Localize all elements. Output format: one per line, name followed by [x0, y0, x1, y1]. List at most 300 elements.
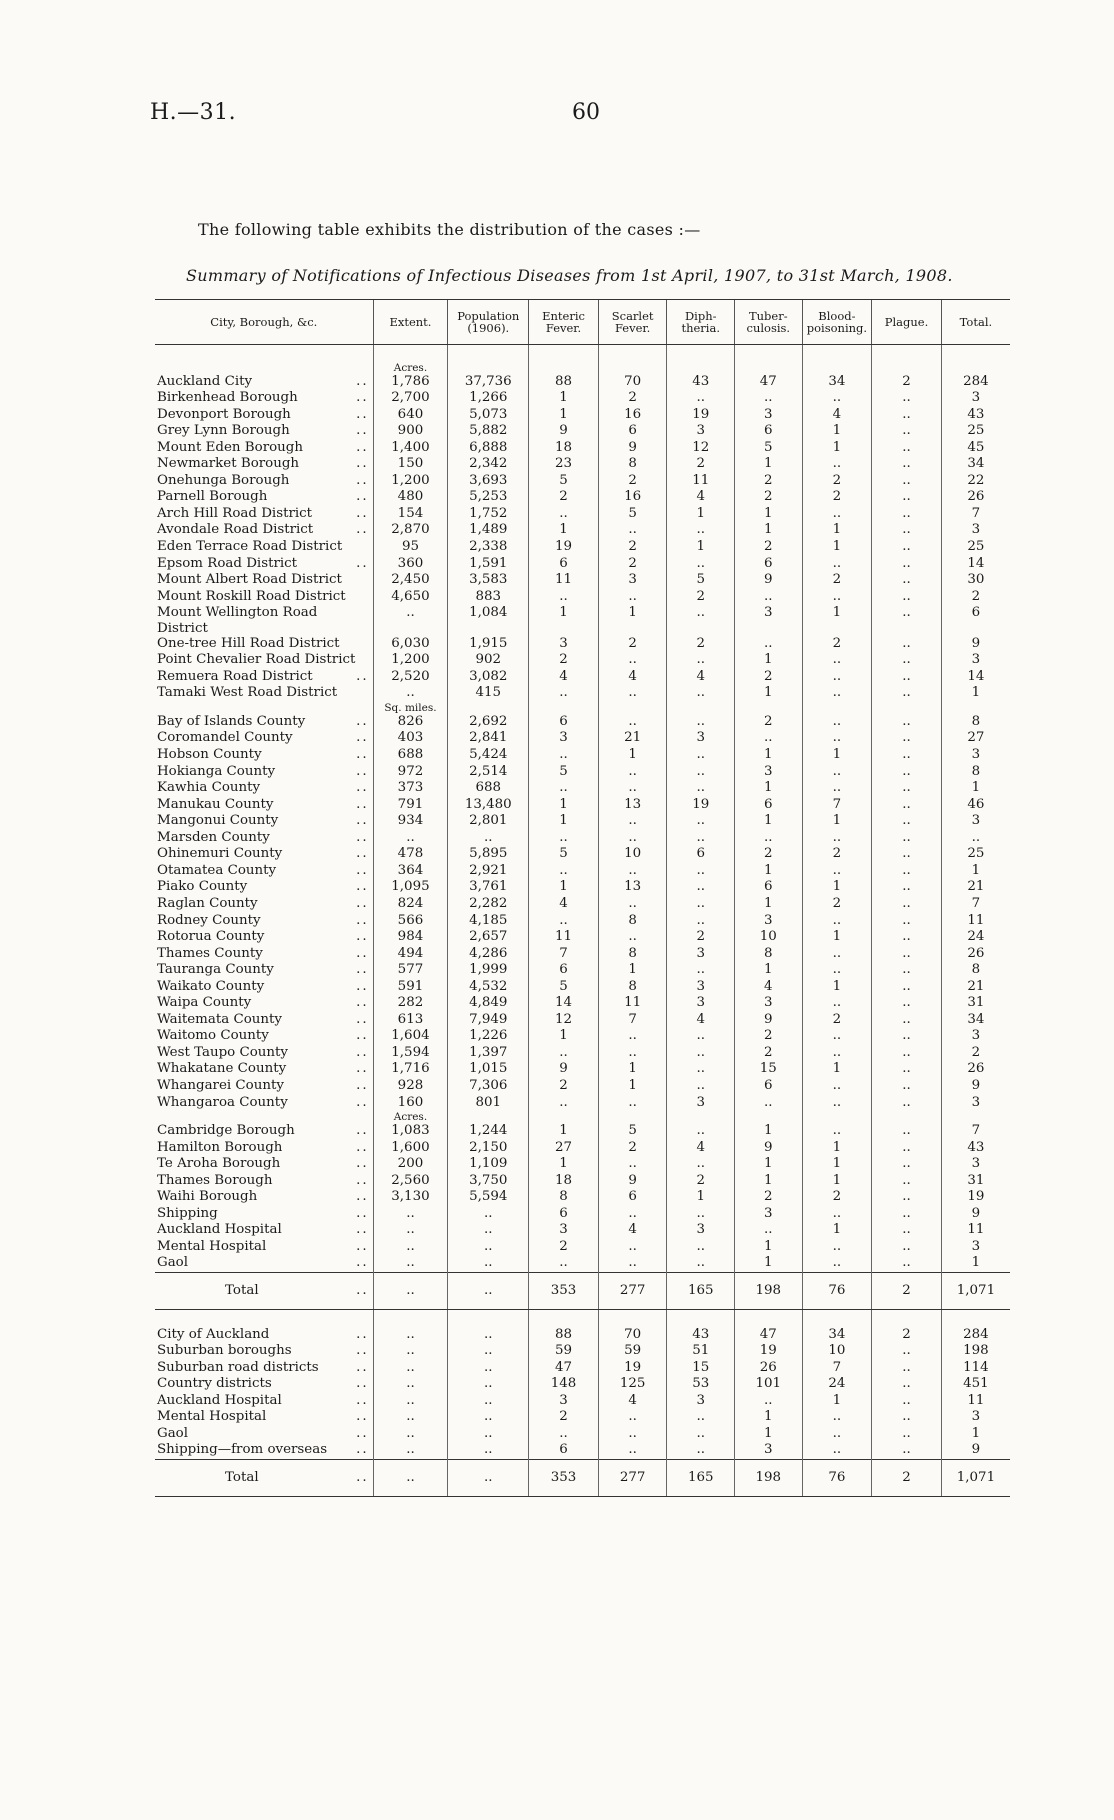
place-name: Total ..	[155, 1459, 373, 1496]
intro-text: The following table exhibits the distribution of the cases :—	[198, 220, 701, 239]
cell-total: 26	[941, 1061, 1010, 1078]
cell-diphtheria: 3	[667, 423, 735, 440]
place-name: Bay of Islands County ..	[157, 713, 369, 729]
place-name: Thames Borough ..	[157, 1172, 369, 1188]
cell-tuberculosis: 6	[735, 1078, 803, 1095]
cell-scarlet: 70	[598, 1327, 667, 1344]
cell-plague: ..	[872, 764, 942, 781]
spacer-cell	[667, 1309, 735, 1326]
cell-scarlet: 2	[598, 1140, 667, 1157]
cell-extent: 160	[373, 1095, 448, 1112]
spacer-cell	[448, 702, 529, 714]
cell-population: 5,073	[448, 407, 529, 424]
cell-extent: ..	[373, 1442, 448, 1459]
cell-tuberculosis: 15	[735, 1061, 803, 1078]
spacer-cell	[448, 1309, 529, 1326]
unit-label: Acres.	[373, 1111, 448, 1123]
cell-tuberculosis: ..	[735, 1393, 803, 1410]
table-row	[155, 489, 1010, 506]
cell-blood-poisoning: 1	[802, 1222, 872, 1239]
cell-extent: 928	[373, 1078, 448, 1095]
cell-extent: 1,716	[373, 1061, 448, 1078]
cell-blood-poisoning: 1	[802, 1061, 872, 1078]
cell-population: 2,282	[448, 896, 529, 913]
place-name: Waikato County ..	[157, 978, 369, 994]
cell-scarlet: 59	[598, 1343, 667, 1360]
cell-blood-poisoning: 1	[802, 539, 872, 556]
spacer-cell	[529, 702, 599, 714]
cell-total: 46	[941, 797, 1010, 814]
table-row	[155, 797, 1010, 814]
cell-diphtheria: 11	[667, 473, 735, 490]
cell-plague: ..	[872, 1140, 942, 1157]
cell-diphtheria: 1	[667, 539, 735, 556]
cell-extent: 2,520	[373, 669, 448, 686]
unit-label: Sq. miles.	[373, 702, 448, 714]
cell-enteric: 6	[529, 1442, 599, 1459]
cell-extent: 494	[373, 946, 448, 963]
cell-total: 34	[941, 456, 1010, 473]
cell-plague: ..	[872, 714, 942, 731]
place-name: Gaol ..	[157, 1255, 369, 1271]
table-row	[155, 1045, 1010, 1062]
cell-extent: 591	[373, 979, 448, 996]
cell-extent: 6,030	[373, 636, 448, 653]
cell-population: 801	[448, 1095, 529, 1112]
table-row	[155, 1095, 1010, 1112]
cell-enteric: 3	[529, 636, 599, 653]
cell-extent: 150	[373, 456, 448, 473]
cell-tuberculosis: ..	[735, 390, 803, 407]
place-name: Gaol ..	[157, 1425, 369, 1441]
cell-enteric: 59	[529, 1343, 599, 1360]
spacer-cell	[598, 345, 667, 362]
summary-row	[155, 1327, 1010, 1344]
cell-enteric: ..	[529, 1255, 599, 1272]
table-row	[155, 669, 1010, 686]
spacer-cell	[155, 1111, 373, 1123]
cell-enteric: 1	[529, 1028, 599, 1045]
cell-scarlet: 16	[598, 407, 667, 424]
cell-extent: 640	[373, 407, 448, 424]
cell-diphtheria: 43	[667, 1327, 735, 1344]
cell-diphtheria: 3	[667, 946, 735, 963]
cell-total: 21	[941, 879, 1010, 896]
cell-plague: 2	[872, 1272, 942, 1309]
cell-total: 3	[941, 522, 1010, 539]
cell-population: 1,591	[448, 556, 529, 573]
unit-row	[155, 1111, 1010, 1123]
cell-diphtheria: ..	[667, 556, 735, 573]
spacer-cell	[598, 622, 667, 636]
cell-plague: ..	[872, 1426, 942, 1443]
spacer-cell	[941, 1111, 1010, 1123]
cell-plague: ..	[872, 456, 942, 473]
cell-total: 114	[941, 1360, 1010, 1377]
cell-plague: ..	[872, 390, 942, 407]
table-row	[155, 1222, 1010, 1239]
cell-population: ..	[448, 1239, 529, 1256]
cell-plague: ..	[872, 423, 942, 440]
cell-extent: 2,700	[373, 390, 448, 407]
cell-blood-poisoning: 76	[802, 1272, 872, 1309]
cell-tuberculosis: 2	[735, 489, 803, 506]
cell-scarlet: ..	[598, 813, 667, 830]
cell-diphtheria: 5	[667, 572, 735, 589]
cell-plague: ..	[872, 929, 942, 946]
cell-enteric: 1	[529, 1156, 599, 1173]
place-name: One-tree Hill Road District	[157, 635, 340, 651]
cell-population: ..	[448, 1222, 529, 1239]
cell-plague: ..	[872, 1095, 942, 1112]
header-row	[155, 300, 1010, 345]
cell-enteric: 148	[529, 1376, 599, 1393]
place-name: Marsden County ..	[157, 829, 369, 845]
cell-total: 45	[941, 440, 1010, 457]
summary-total-row	[155, 1459, 1010, 1496]
place-name: Mangonui County ..	[157, 813, 369, 829]
cell-enteric: 3	[529, 1222, 599, 1239]
cell-diphtheria: ..	[667, 780, 735, 797]
cell-diphtheria: ..	[667, 764, 735, 781]
cell-blood-poisoning: 1	[802, 1393, 872, 1410]
cell-population: 3,750	[448, 1173, 529, 1190]
cell-tuberculosis: 198	[735, 1272, 803, 1309]
table-row	[155, 423, 1010, 440]
cell-blood-poisoning: ..	[802, 962, 872, 979]
cell-scarlet: 13	[598, 797, 667, 814]
table-row	[155, 390, 1010, 407]
cell-scarlet: ..	[598, 1409, 667, 1426]
cell-diphtheria: 4	[667, 489, 735, 506]
cell-population: 4,532	[448, 979, 529, 996]
cell-blood-poisoning: ..	[802, 1239, 872, 1256]
cell-blood-poisoning: 1	[802, 605, 872, 622]
place-name: Hamilton Borough ..	[157, 1139, 369, 1155]
cell-population: 1,226	[448, 1028, 529, 1045]
table-row	[155, 1156, 1010, 1173]
cell-total: 31	[941, 1173, 1010, 1190]
cell-plague: ..	[872, 780, 942, 797]
table-row	[155, 539, 1010, 556]
cell-plague: ..	[872, 652, 942, 669]
cell-plague: 2	[872, 1327, 942, 1344]
cell-blood-poisoning: ..	[802, 995, 872, 1012]
cell-tuberculosis: 3	[735, 995, 803, 1012]
table-row	[155, 747, 1010, 764]
cell-scarlet: 5	[598, 506, 667, 523]
place-name: Hobson County ..	[157, 747, 369, 763]
cell-extent: 364	[373, 863, 448, 880]
cell-plague: ..	[872, 1393, 942, 1410]
summary-row	[155, 1360, 1010, 1377]
cell-population: 1,397	[448, 1045, 529, 1062]
cell-scarlet: ..	[598, 1255, 667, 1272]
cell-population: 2,841	[448, 730, 529, 747]
cell-blood-poisoning: ..	[802, 456, 872, 473]
place-name: Suburban boroughs ..	[157, 1343, 369, 1359]
cell-total: 1	[941, 1255, 1010, 1272]
cell-plague: ..	[872, 522, 942, 539]
place-name: Waipa County ..	[157, 995, 369, 1011]
cell-scarlet: 1	[598, 962, 667, 979]
cell-diphtheria: ..	[667, 747, 735, 764]
cell-tuberculosis: 3	[735, 913, 803, 930]
cell-tuberculosis: 1	[735, 962, 803, 979]
cell-enteric: 88	[529, 374, 599, 391]
cell-scarlet: ..	[598, 1426, 667, 1443]
cell-population: 1,489	[448, 522, 529, 539]
cell-enteric: 3	[529, 1393, 599, 1410]
place-name: Waitomo County ..	[157, 1028, 369, 1044]
spacer-cell	[155, 702, 373, 714]
cell-blood-poisoning: 2	[802, 636, 872, 653]
cell-diphtheria: ..	[667, 714, 735, 731]
cell-scarlet: ..	[598, 1045, 667, 1062]
cell-enteric: ..	[529, 1095, 599, 1112]
cell-scarlet: 8	[598, 913, 667, 930]
cell-plague: ..	[872, 1045, 942, 1062]
cell-blood-poisoning: ..	[802, 1409, 872, 1426]
place-name: Shipping ..	[157, 1205, 369, 1221]
cell-enteric: 3	[529, 730, 599, 747]
table-row	[155, 1239, 1010, 1256]
cell-tuberculosis: 101	[735, 1376, 803, 1393]
cell-blood-poisoning: 1	[802, 423, 872, 440]
cell-enteric: 47	[529, 1360, 599, 1377]
cell-total: 1	[941, 780, 1010, 797]
cell-extent: 824	[373, 896, 448, 913]
cell-scarlet: 13	[598, 879, 667, 896]
cell-population: 1,999	[448, 962, 529, 979]
cell-diphtheria: 3	[667, 979, 735, 996]
cell-total: 1,071	[941, 1272, 1010, 1309]
cell-population: 1,244	[448, 1123, 529, 1140]
cell-total: 26	[941, 489, 1010, 506]
cell-tuberculosis: 1	[735, 506, 803, 523]
cell-diphtheria: 2	[667, 589, 735, 606]
cell-tuberculosis: 1	[735, 863, 803, 880]
cell-extent: ..	[373, 1376, 448, 1393]
cell-total: 11	[941, 1222, 1010, 1239]
cell-diphtheria: ..	[667, 863, 735, 880]
cell-enteric: 1	[529, 407, 599, 424]
place-name: Kawhia County ..	[157, 780, 369, 796]
cell-enteric: 6	[529, 714, 599, 731]
cell-tuberculosis: ..	[735, 589, 803, 606]
cell-blood-poisoning: ..	[802, 830, 872, 847]
cell-total: 24	[941, 929, 1010, 946]
cell-total: 9	[941, 1206, 1010, 1223]
cell-diphtheria: ..	[667, 1255, 735, 1272]
cell-blood-poisoning: ..	[802, 863, 872, 880]
table-row	[155, 473, 1010, 490]
spacer-cell	[735, 622, 803, 636]
cell-diphtheria: ..	[667, 1409, 735, 1426]
cell-diphtheria: 6	[667, 846, 735, 863]
cell-extent: 1,786	[373, 374, 448, 391]
cell-total: 3	[941, 747, 1010, 764]
cell-tuberculosis: 47	[735, 1327, 803, 1344]
cell-blood-poisoning: 4	[802, 407, 872, 424]
cell-population: 37,736	[448, 374, 529, 391]
cell-tuberculosis: ..	[735, 1222, 803, 1239]
spacer-cell	[667, 345, 735, 362]
cell-population: ..	[448, 1255, 529, 1272]
cell-extent: 1,095	[373, 879, 448, 896]
cell-scarlet: ..	[598, 685, 667, 702]
cell-tuberculosis: 6	[735, 879, 803, 896]
table-row	[155, 456, 1010, 473]
place-name: Mental Hospital ..	[157, 1409, 369, 1425]
place-name: City of Auckland ..	[157, 1326, 369, 1342]
place-name: Avondale Road District ..	[157, 522, 369, 538]
cell-tuberculosis: 1	[735, 1409, 803, 1426]
cell-plague: ..	[872, 846, 942, 863]
cell-blood-poisoning: ..	[802, 780, 872, 797]
cell-plague: ..	[872, 539, 942, 556]
cell-blood-poisoning: 34	[802, 1327, 872, 1344]
cell-tuberculosis: 198	[735, 1459, 803, 1496]
cell-scarlet: 19	[598, 1360, 667, 1377]
cell-plague: ..	[872, 995, 942, 1012]
table-row	[155, 896, 1010, 913]
cell-scarlet: ..	[598, 1028, 667, 1045]
cell-diphtheria: ..	[667, 605, 735, 622]
cell-tuberculosis: 2	[735, 473, 803, 490]
col-header-place: City, Borough, &c.	[155, 300, 373, 345]
place-name: Whakatane County ..	[157, 1061, 369, 1077]
spacer-cell	[598, 1111, 667, 1123]
cell-enteric: 5	[529, 979, 599, 996]
cell-population: 3,761	[448, 879, 529, 896]
cell-population: 1,915	[448, 636, 529, 653]
cell-extent: ..	[373, 1327, 448, 1344]
cell-plague: ..	[872, 1239, 942, 1256]
cell-enteric: 27	[529, 1140, 599, 1157]
cell-scarlet: ..	[598, 1206, 667, 1223]
cell-blood-poisoning: ..	[802, 1078, 872, 1095]
place-name: Arch Hill Road District ..	[157, 505, 369, 521]
cell-diphtheria: ..	[667, 1206, 735, 1223]
spacer-cell	[735, 362, 803, 374]
cell-blood-poisoning: ..	[802, 589, 872, 606]
cell-enteric: 2	[529, 652, 599, 669]
cell-population: 883	[448, 589, 529, 606]
cell-population: ..	[448, 1376, 529, 1393]
cell-plague: ..	[872, 473, 942, 490]
cell-blood-poisoning: ..	[802, 1028, 872, 1045]
cell-population: 4,286	[448, 946, 529, 963]
table-row	[155, 995, 1010, 1012]
cell-total: 284	[941, 1327, 1010, 1344]
cell-extent: 478	[373, 846, 448, 863]
cell-tuberculosis: 5	[735, 440, 803, 457]
cell-diphtheria: 4	[667, 1140, 735, 1157]
cell-total: 19	[941, 1189, 1010, 1206]
place-name: Epsom Road District ..	[157, 555, 369, 571]
table-row	[155, 863, 1010, 880]
cell-scarlet: 1	[598, 1078, 667, 1095]
cell-population: 3,693	[448, 473, 529, 490]
cell-enteric: ..	[529, 863, 599, 880]
cell-blood-poisoning: 10	[802, 1343, 872, 1360]
spacer-cell	[735, 1309, 803, 1326]
cell-total: 43	[941, 1140, 1010, 1157]
cell-extent: ..	[373, 1360, 448, 1377]
cell-blood-poisoning: 34	[802, 374, 872, 391]
place-name: Point Chevalier Road District	[157, 652, 356, 668]
cell-plague: ..	[872, 962, 942, 979]
place-name: West Taupo County ..	[157, 1044, 369, 1060]
cell-scarlet: 2	[598, 390, 667, 407]
place-name: Devonport Borough ..	[157, 406, 369, 422]
spacer-cell	[872, 1111, 942, 1123]
cell-blood-poisoning: ..	[802, 1045, 872, 1062]
cell-population: 2,692	[448, 714, 529, 731]
cell-total: 43	[941, 407, 1010, 424]
cell-total: 27	[941, 730, 1010, 747]
table-row	[155, 589, 1010, 606]
cell-extent: ..	[373, 1343, 448, 1360]
cell-tuberculosis: 3	[735, 1442, 803, 1459]
cell-blood-poisoning: 1	[802, 813, 872, 830]
cell-extent: 1,594	[373, 1045, 448, 1062]
cell-population: 1,752	[448, 506, 529, 523]
cell-total: 1	[941, 863, 1010, 880]
cell-plague: ..	[872, 556, 942, 573]
cell-tuberculosis: 2	[735, 539, 803, 556]
cell-diphtheria: 2	[667, 929, 735, 946]
cell-total: 34	[941, 1012, 1010, 1029]
cell-plague: ..	[872, 1123, 942, 1140]
cell-enteric: 6	[529, 556, 599, 573]
cell-plague: ..	[872, 946, 942, 963]
cell-scarlet: ..	[598, 896, 667, 913]
cell-enteric: 2	[529, 1409, 599, 1426]
place-name: Tauranga County ..	[157, 962, 369, 978]
cell-plague: ..	[872, 636, 942, 653]
cell-enteric: 2	[529, 1078, 599, 1095]
cell-total: 3	[941, 1156, 1010, 1173]
cell-total: 25	[941, 846, 1010, 863]
cell-plague: ..	[872, 797, 942, 814]
spacer-cell	[155, 362, 373, 374]
cell-blood-poisoning: ..	[802, 652, 872, 669]
cell-scarlet: ..	[598, 764, 667, 781]
cell-plague: ..	[872, 1078, 942, 1095]
cell-plague: ..	[872, 913, 942, 930]
cell-scarlet: ..	[598, 1156, 667, 1173]
place-name: Auckland Hospital ..	[157, 1222, 369, 1238]
cell-plague: ..	[872, 1376, 942, 1393]
cell-plague: ..	[872, 1173, 942, 1190]
cell-enteric: 14	[529, 995, 599, 1012]
cell-tuberculosis: ..	[735, 1095, 803, 1112]
col-header-scarlet: Scarlet Fever.	[598, 300, 667, 345]
cell-extent: 154	[373, 506, 448, 523]
cell-extent: 1,604	[373, 1028, 448, 1045]
spacer-cell	[941, 345, 1010, 362]
cell-enteric: 11	[529, 572, 599, 589]
cell-total: 1	[941, 685, 1010, 702]
summary-row	[155, 1343, 1010, 1360]
spacer-cell	[598, 362, 667, 374]
cell-plague: ..	[872, 1206, 942, 1223]
cell-total: 9	[941, 1442, 1010, 1459]
cell-blood-poisoning: 2	[802, 1189, 872, 1206]
cell-total: 3	[941, 390, 1010, 407]
